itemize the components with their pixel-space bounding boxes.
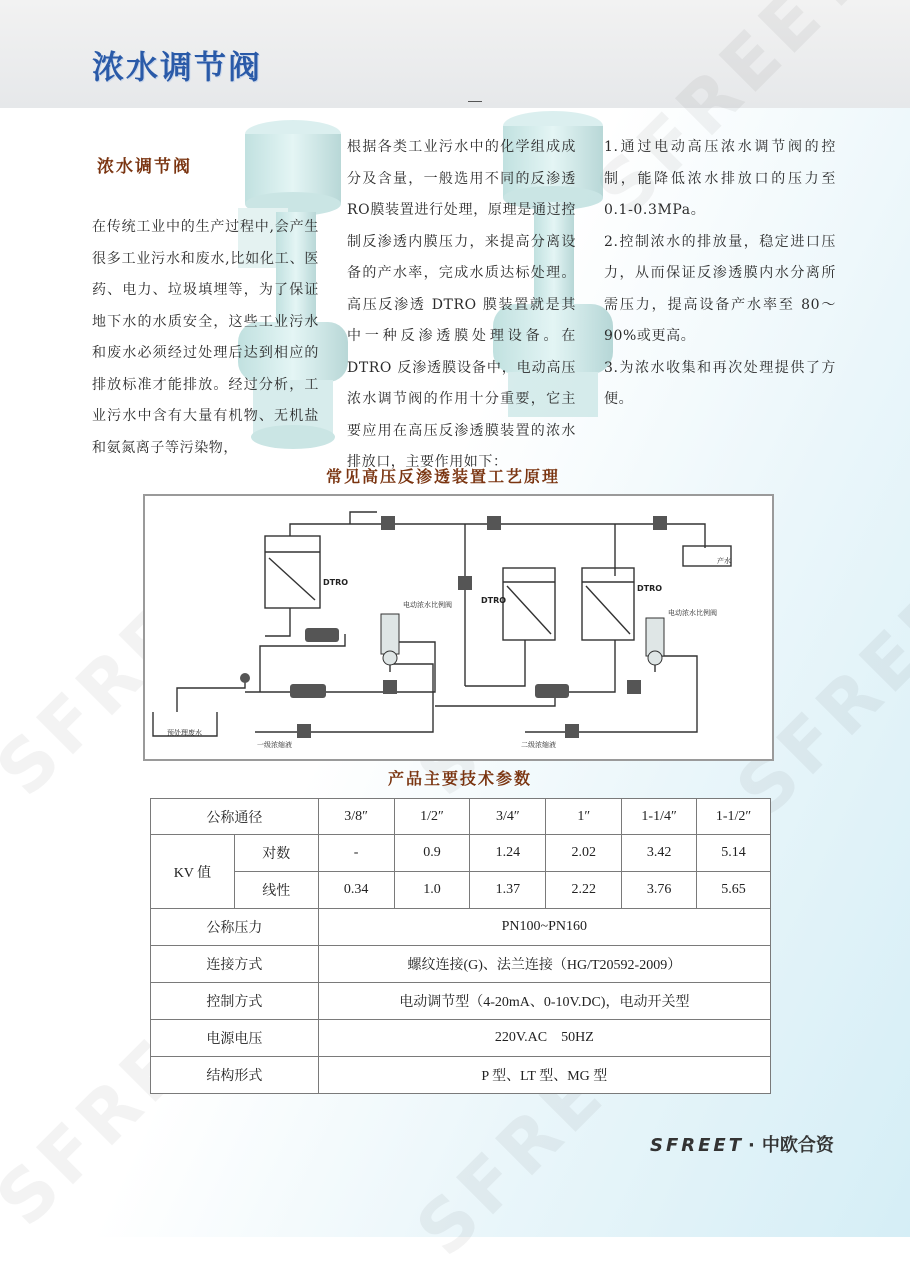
intro-column-3 [604, 132, 836, 416]
table-row [151, 799, 771, 835]
product-label: 产水 [717, 557, 731, 565]
row-value: 220V.AC 50HZ [318, 1020, 770, 1057]
kv-label: KV 值 [151, 835, 235, 909]
table-row [151, 872, 771, 909]
kv-cell: - [318, 835, 394, 872]
kv-cell: 0.9 [394, 835, 470, 872]
section-heading: 浓水调节阀 [97, 157, 192, 177]
size-cell: 1-1/4″ [622, 799, 697, 835]
kv-cell: 3.42 [622, 835, 697, 872]
table-row [151, 1057, 771, 1094]
page-title: 浓水调节阀 [92, 48, 263, 86]
kv-cell: 0.34 [318, 872, 394, 909]
table-row [151, 909, 771, 946]
intro-column-1: 在传统工业中的生产过程中,会产生很多工业污水和废水,比如化工、医药、电力、垃圾填埋等，为了保证地下水的水质安全，这些工业污水和废水必须经过处理后达到相应的排放标准才能排放。经过分析，工业污水中含有大量有机物、无机盐和氨氮离子等污染物， [92, 219, 319, 456]
row-label: 连接方式 [151, 946, 319, 983]
size-cell: 1/2″ [394, 799, 470, 835]
header-label: 公称通径 [151, 799, 319, 835]
spec-table [150, 798, 771, 1094]
row-value: PN100~PN160 [318, 909, 770, 946]
row-label: 公称压力 [151, 909, 319, 946]
kv-cell: 2.02 [546, 835, 622, 872]
table-title: 产品主要技术参数 [388, 769, 533, 788]
kv-cell: 1.24 [470, 835, 546, 872]
row-value: 螺纹连接(G)、法兰连接（HG/T20592-2009） [318, 946, 770, 983]
function-item-2: 2.控制浓水的排放量，稳定进口压力，从而保证反渗透膜内水分离所需压力，提高设备产水率至 80～90%或更高。 [604, 233, 836, 344]
size-cell: 3/4″ [470, 799, 546, 835]
table-row [151, 946, 771, 983]
brand-cn: 中欧合资 [761, 1135, 834, 1156]
header-divider [468, 101, 482, 102]
valve-label-2: 电动浓水比例阀 [668, 609, 717, 617]
stage2-label: 二级浓缩液 [521, 741, 556, 749]
tank-label: 预处理废水 [167, 729, 202, 737]
row-label: 结构形式 [151, 1057, 319, 1094]
process-diagram [143, 494, 774, 761]
kv-cell: 1.37 [470, 872, 546, 909]
size-cell: 3/8″ [318, 799, 394, 835]
function-item-1: 1.通过电动高压浓水调节阀的控制，能降低浓水排放口的压力至0.1-0.3MPa。 [604, 139, 836, 218]
row-label: 电源电压 [151, 1020, 319, 1057]
process-diagram-lines [145, 496, 772, 759]
function-item-3: 3.为浓水收集和再次处理提供了方便。 [604, 359, 836, 407]
row-value: 电动调节型（4-20mA、0-10V.DC)，电动开关型 [318, 983, 770, 1020]
kv-cell: 5.65 [697, 872, 771, 909]
row-label: 控制方式 [151, 983, 319, 1020]
intro-column-2: 根据各类工业污水中的化学组成成分及含量，一般选用不同的反渗透 RO膜装置进行处理，原理是通过控制反渗透内膜压力，来提高分离设备的产水率，完成水质达标处理。高压反渗透 DTRO 膜装置就是其中一种反渗透膜处理设备。在 DTRO 反渗透膜设备中，电动高压浓水调节阀的作用十分重要，它主要应用在高压反渗透膜装置的浓水排放口，主要作用如下： [347, 139, 576, 470]
kv-cell: 3.76 [622, 872, 697, 909]
kv-row-label: 对数 [234, 835, 318, 872]
brand-logo: SFREET · 中欧合资 [650, 1135, 834, 1156]
valve-label-1: 电动浓水比例阀 [403, 601, 452, 609]
brand-name: SFREET [650, 1135, 744, 1156]
table-row [151, 835, 771, 872]
table-row [151, 1020, 771, 1057]
dtro-label-2: DTRO [481, 596, 507, 605]
size-cell: 1-1/2″ [697, 799, 771, 835]
size-cell: 1″ [546, 799, 622, 835]
dtro-label-1: DTRO [323, 578, 349, 587]
kv-cell: 2.22 [546, 872, 622, 909]
diagram-title: 常见高压反渗透装置工艺原理 [326, 467, 561, 486]
kv-cell: 1.0 [394, 872, 470, 909]
table-row [151, 983, 771, 1020]
dtro-label-3: DTRO [637, 584, 663, 593]
kv-row-label: 线性 [234, 872, 318, 909]
stage1-label: 一级浓缩液 [257, 741, 292, 749]
kv-cell: 5.14 [697, 835, 771, 872]
row-value: P 型、LT 型、MG 型 [318, 1057, 770, 1094]
